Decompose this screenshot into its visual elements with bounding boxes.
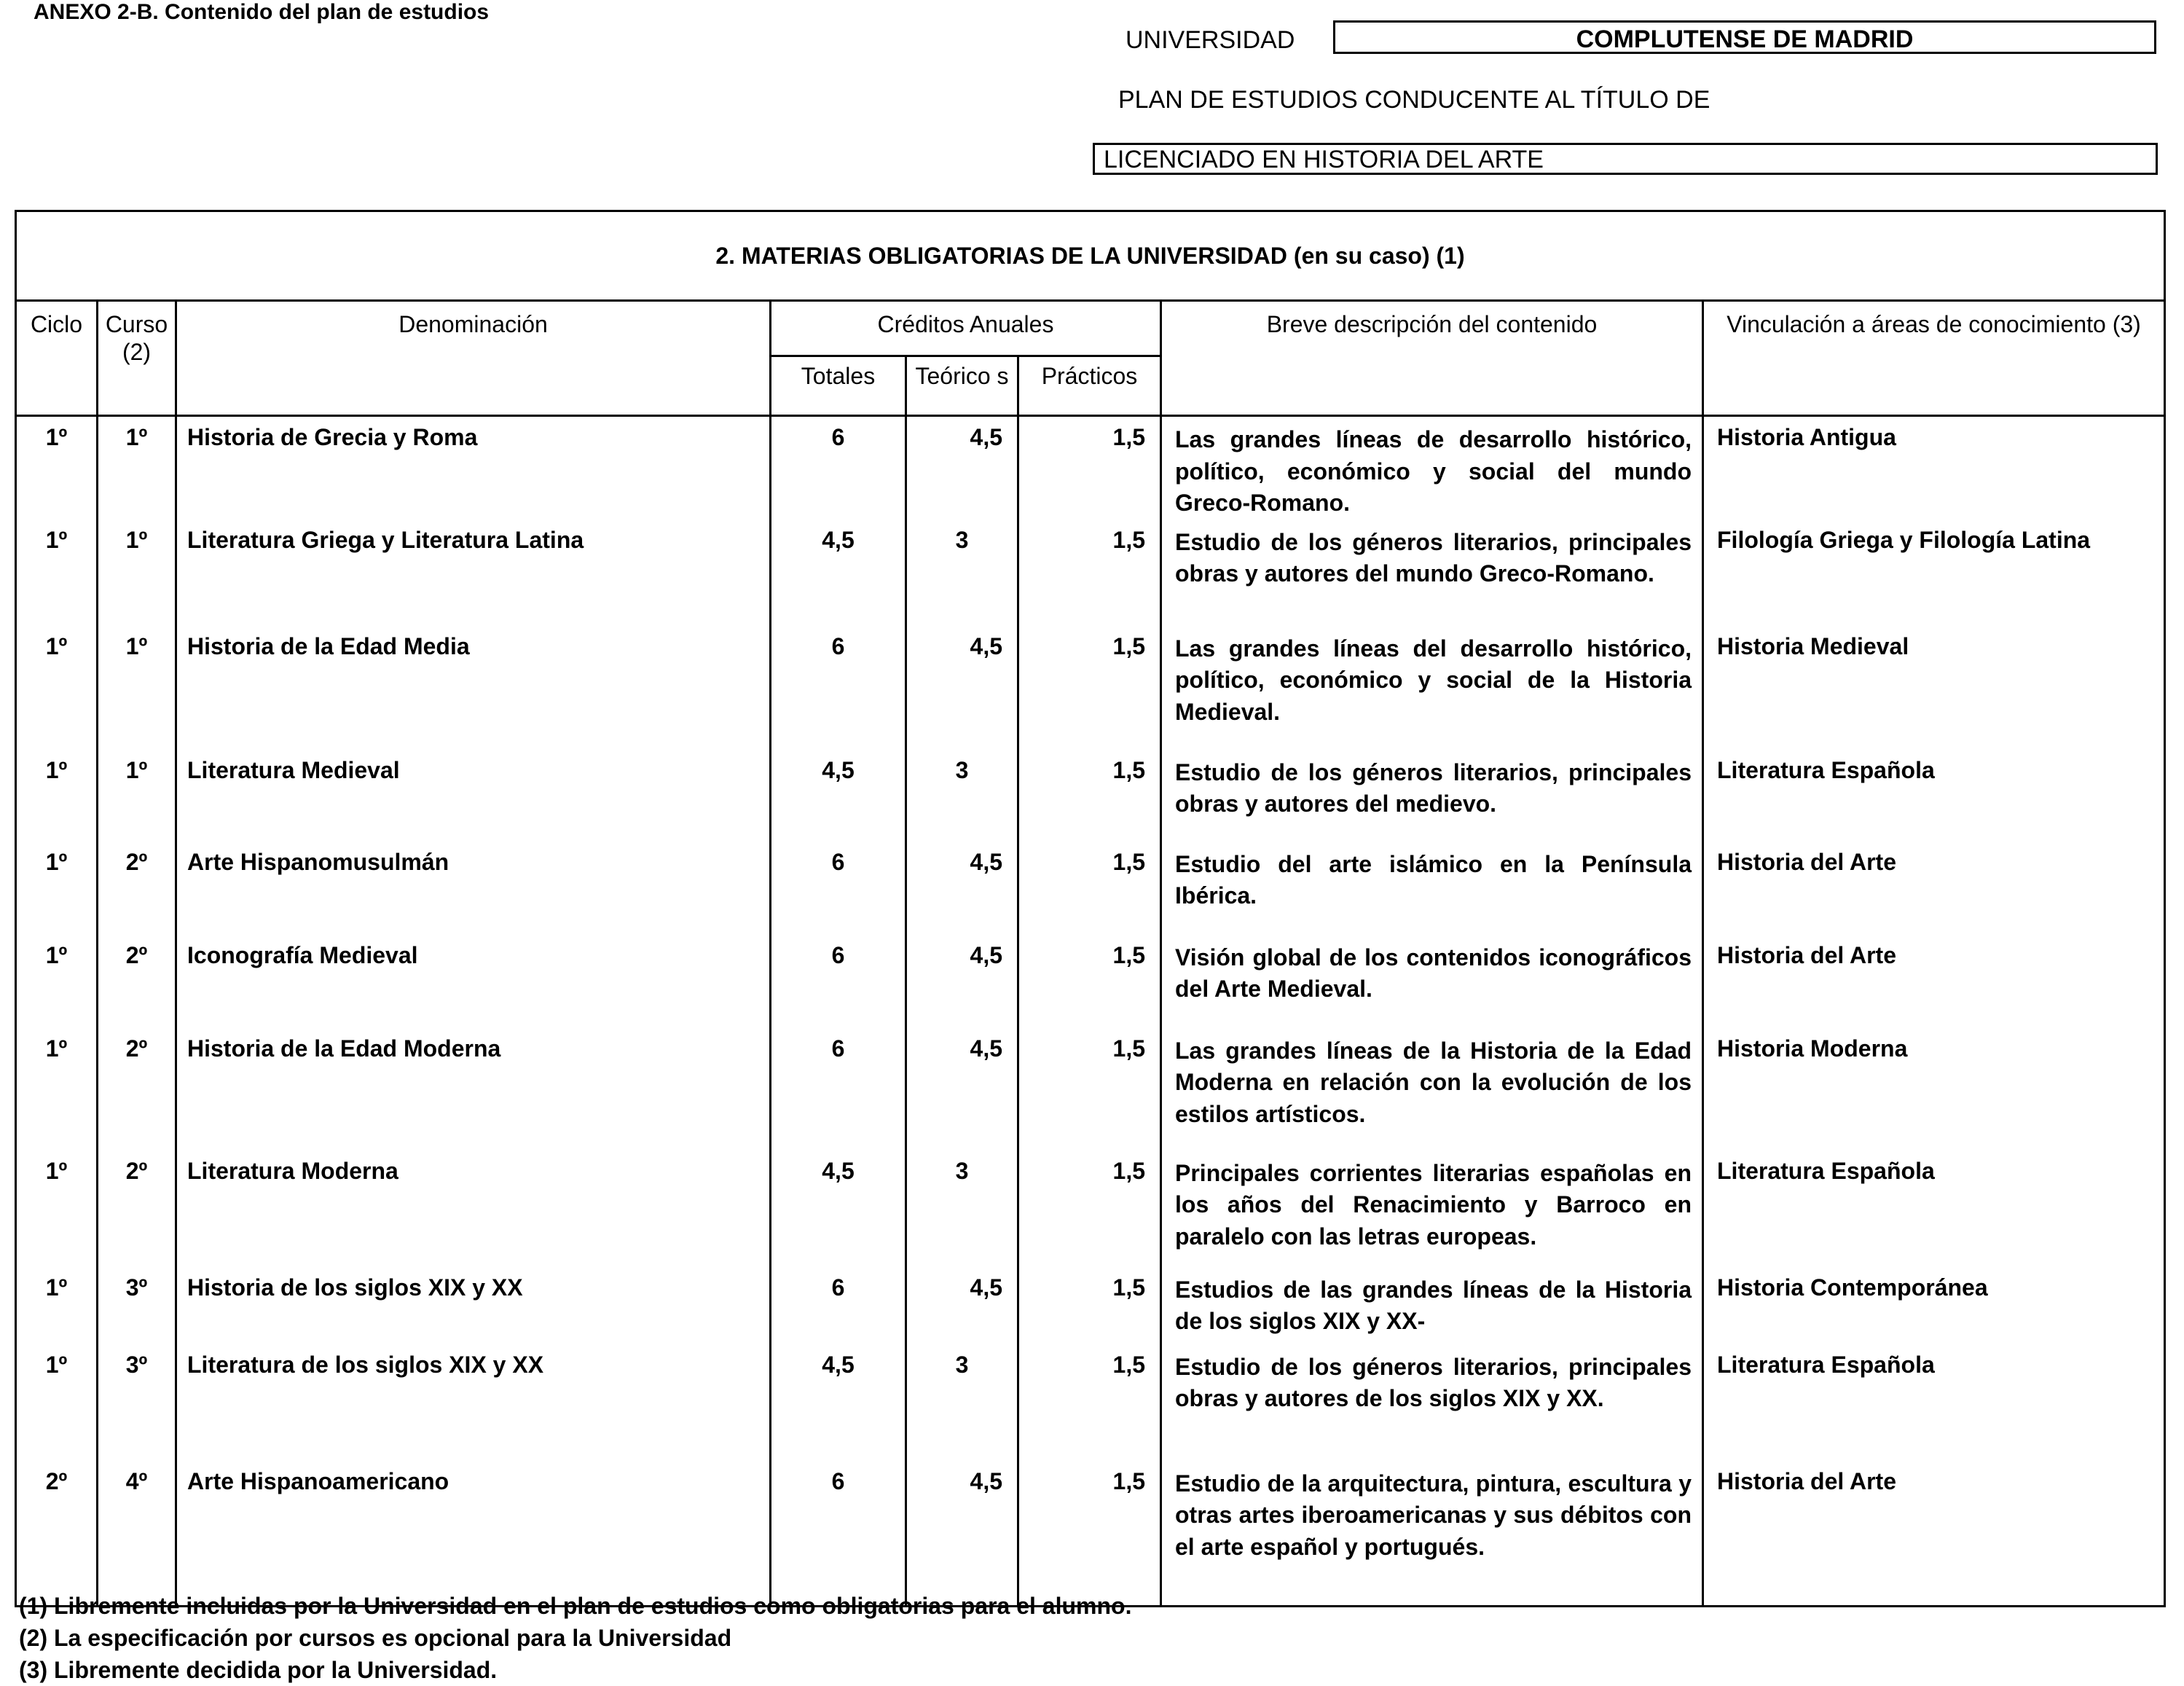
practicos-cell: 1,5 — [1018, 1028, 1161, 1150]
col-denominacion: Denominación — [176, 301, 771, 416]
teoricos-cell: 4,5 — [906, 626, 1018, 750]
col-ciclo: Ciclo — [16, 301, 98, 416]
area-cell: Historia Moderna — [1703, 1028, 2165, 1150]
area-cell: Literatura Española — [1703, 1344, 2165, 1461]
table-row — [16, 1028, 2165, 1150]
area-cell: Filología Griega y Filología Latina — [1703, 519, 2165, 626]
subject-cell: Literatura de los siglos XIX y XX — [176, 1344, 771, 1461]
subject-cell: Historia de los siglos XIX y XX — [176, 1267, 771, 1344]
plan-label: PLAN DE ESTUDIOS CONDUCENTE AL TÍTULO DE — [1118, 86, 1710, 114]
teoricos-cell: 3 — [906, 1344, 1018, 1461]
practicos-cell: 1,5 — [1018, 842, 1161, 935]
table-row — [16, 1150, 2165, 1267]
totales-cell: 6 — [771, 1461, 906, 1607]
curso-cell: 2º — [98, 1150, 176, 1267]
university-label: UNIVERSIDAD — [1126, 26, 1295, 54]
footnote-3: (3) Libremente decidida por la Universidad. — [19, 1657, 498, 1683]
col-totales: Totales — [771, 356, 906, 416]
ciclo-cell: 1º — [16, 626, 98, 750]
description-cell: Las grandes líneas de desarrollo histórico, político, económico y social del mundo Greco-Romano. — [1161, 416, 1703, 519]
ciclo-cell: 1º — [16, 1267, 98, 1344]
ciclo-cell: 2º — [16, 1461, 98, 1607]
teoricos-cell: 3 — [906, 750, 1018, 842]
totales-cell: 6 — [771, 842, 906, 935]
curso-cell: 1º — [98, 750, 176, 842]
subject-cell: Literatura Moderna — [176, 1150, 771, 1267]
description-cell: Visión global de los contenidos iconográficos del Arte Medieval. — [1161, 935, 1703, 1028]
area-cell: Literatura Española — [1703, 750, 2165, 842]
subject-cell: Literatura Medieval — [176, 750, 771, 842]
teoricos-cell: 3 — [906, 1150, 1018, 1267]
col-vinculacion: Vinculación a áreas de conocimiento (3) — [1703, 301, 2165, 416]
subject-cell: Historia de Grecia y Roma — [176, 416, 771, 519]
totales-cell: 6 — [771, 416, 906, 519]
table-row — [16, 1267, 2165, 1344]
table-row — [16, 842, 2165, 935]
description-cell: Estudio del arte islámico en la Península Ibérica. — [1161, 842, 1703, 935]
totales-cell: 4,5 — [771, 519, 906, 626]
totales-cell: 6 — [771, 626, 906, 750]
annex-title: ANEXO 2-B. Contenido del plan de estudios — [34, 0, 490, 24]
ciclo-cell: 1º — [16, 1344, 98, 1461]
col-curso: Curso (2) — [98, 301, 176, 416]
table-caption: 2. MATERIAS OBLIGATORIAS DE LA UNIVERSIDAD (en su caso) (1) — [16, 211, 2165, 301]
area-cell: Historia del Arte — [1703, 935, 2165, 1028]
table-row — [16, 750, 2165, 842]
col-practicos: Prácticos — [1018, 356, 1161, 416]
practicos-cell: 1,5 — [1018, 935, 1161, 1028]
col-creditos: Créditos Anuales — [771, 301, 1161, 356]
curso-cell: 4º — [98, 1461, 176, 1607]
table-row — [16, 416, 2165, 519]
teoricos-cell: 4,5 — [906, 1461, 1018, 1607]
curso-cell: 1º — [98, 416, 176, 519]
ciclo-cell: 1º — [16, 519, 98, 626]
teoricos-cell: 4,5 — [906, 416, 1018, 519]
practicos-cell: 1,5 — [1018, 416, 1161, 519]
table-row — [16, 1461, 2165, 1607]
area-cell: Historia Contemporánea — [1703, 1267, 2165, 1344]
area-cell: Literatura Española — [1703, 1150, 2165, 1267]
footnote-2: (2) La especificación por cursos es opcional para la Universidad — [19, 1625, 732, 1651]
curso-cell: 2º — [98, 935, 176, 1028]
subjects-table — [15, 210, 2166, 1607]
table-row — [16, 1344, 2165, 1461]
practicos-cell: 1,5 — [1018, 626, 1161, 750]
curso-cell: 3º — [98, 1344, 176, 1461]
practicos-cell: 1,5 — [1018, 1150, 1161, 1267]
practicos-cell: 1,5 — [1018, 1344, 1161, 1461]
description-cell: Estudio de los géneros literarios, principales obras y autores de los siglos XIX y XX. — [1161, 1344, 1703, 1461]
totales-cell: 4,5 — [771, 750, 906, 842]
area-cell: Historia del Arte — [1703, 842, 2165, 935]
teoricos-cell: 4,5 — [906, 935, 1018, 1028]
degree-title: LICENCIADO EN HISTORIA DEL ARTE — [1093, 143, 2158, 175]
ciclo-cell: 1º — [16, 750, 98, 842]
ciclo-cell: 1º — [16, 416, 98, 519]
curso-cell: 1º — [98, 519, 176, 626]
area-cell: Historia Medieval — [1703, 626, 2165, 750]
subject-cell: Arte Hispanoamericano — [176, 1461, 771, 1607]
subject-cell: Iconografía Medieval — [176, 935, 771, 1028]
totales-cell: 6 — [771, 1267, 906, 1344]
ciclo-cell: 1º — [16, 1150, 98, 1267]
practicos-cell: 1,5 — [1018, 1267, 1161, 1344]
subject-cell: Historia de la Edad Media — [176, 626, 771, 750]
teoricos-cell: 4,5 — [906, 842, 1018, 935]
col-teoricos: Teórico s — [906, 356, 1018, 416]
subject-cell: Literatura Griega y Literatura Latina — [176, 519, 771, 626]
table-row — [16, 519, 2165, 626]
totales-cell: 4,5 — [771, 1150, 906, 1267]
ciclo-cell: 1º — [16, 935, 98, 1028]
teoricos-cell: 4,5 — [906, 1267, 1018, 1344]
description-cell: Estudio de los géneros literarios, principales obras y autores del medievo. — [1161, 750, 1703, 842]
description-cell: Estudio de la arquitectura, pintura, escultura y otras artes iberoamericanas y sus débitos con el arte español y portugués. — [1161, 1461, 1703, 1607]
practicos-cell: 1,5 — [1018, 519, 1161, 626]
curso-cell: 2º — [98, 842, 176, 935]
teoricos-cell: 4,5 — [906, 1028, 1018, 1150]
description-cell: Estudio de los géneros literarios, principales obras y autores del mundo Greco-Romano. — [1161, 519, 1703, 626]
practicos-cell: 1,5 — [1018, 1461, 1161, 1607]
totales-cell: 6 — [771, 935, 906, 1028]
description-cell: Principales corrientes literarias españolas en los años del Renacimiento y Barroco en paralelo con las letras europeas. — [1161, 1150, 1703, 1267]
subject-cell: Historia de la Edad Moderna — [176, 1028, 771, 1150]
area-cell: Historia Antigua — [1703, 416, 2165, 519]
ciclo-cell: 1º — [16, 842, 98, 935]
table-row — [16, 935, 2165, 1028]
totales-cell: 4,5 — [771, 1344, 906, 1461]
footnotes — [19, 1590, 1131, 1686]
table-row — [16, 626, 2165, 750]
description-cell: Las grandes líneas del desarrollo histórico, político, económico y social de la Historia Medieval. — [1161, 626, 1703, 750]
subject-cell: Arte Hispanomusulmán — [176, 842, 771, 935]
totales-cell: 6 — [771, 1028, 906, 1150]
curso-cell: 1º — [98, 626, 176, 750]
col-descripcion: Breve descripción del contenido — [1161, 301, 1703, 416]
curso-cell: 3º — [98, 1267, 176, 1344]
footnote-1: (1) Libremente incluidas por la Universidad en el plan de estudios como obligatorias para el alumno. — [19, 1593, 1132, 1619]
description-cell: Estudios de las grandes líneas de la Historia de los siglos XIX y XX- — [1161, 1267, 1703, 1344]
description-cell: Las grandes líneas de la Historia de la Edad Moderna en relación con la evolución de los estilos artísticos. — [1161, 1028, 1703, 1150]
curso-cell: 2º — [98, 1028, 176, 1150]
practicos-cell: 1,5 — [1018, 750, 1161, 842]
ciclo-cell: 1º — [16, 1028, 98, 1150]
university-name: COMPLUTENSE DE MADRID — [1333, 20, 2156, 54]
teoricos-cell: 3 — [906, 519, 1018, 626]
area-cell: Historia del Arte — [1703, 1461, 2165, 1607]
